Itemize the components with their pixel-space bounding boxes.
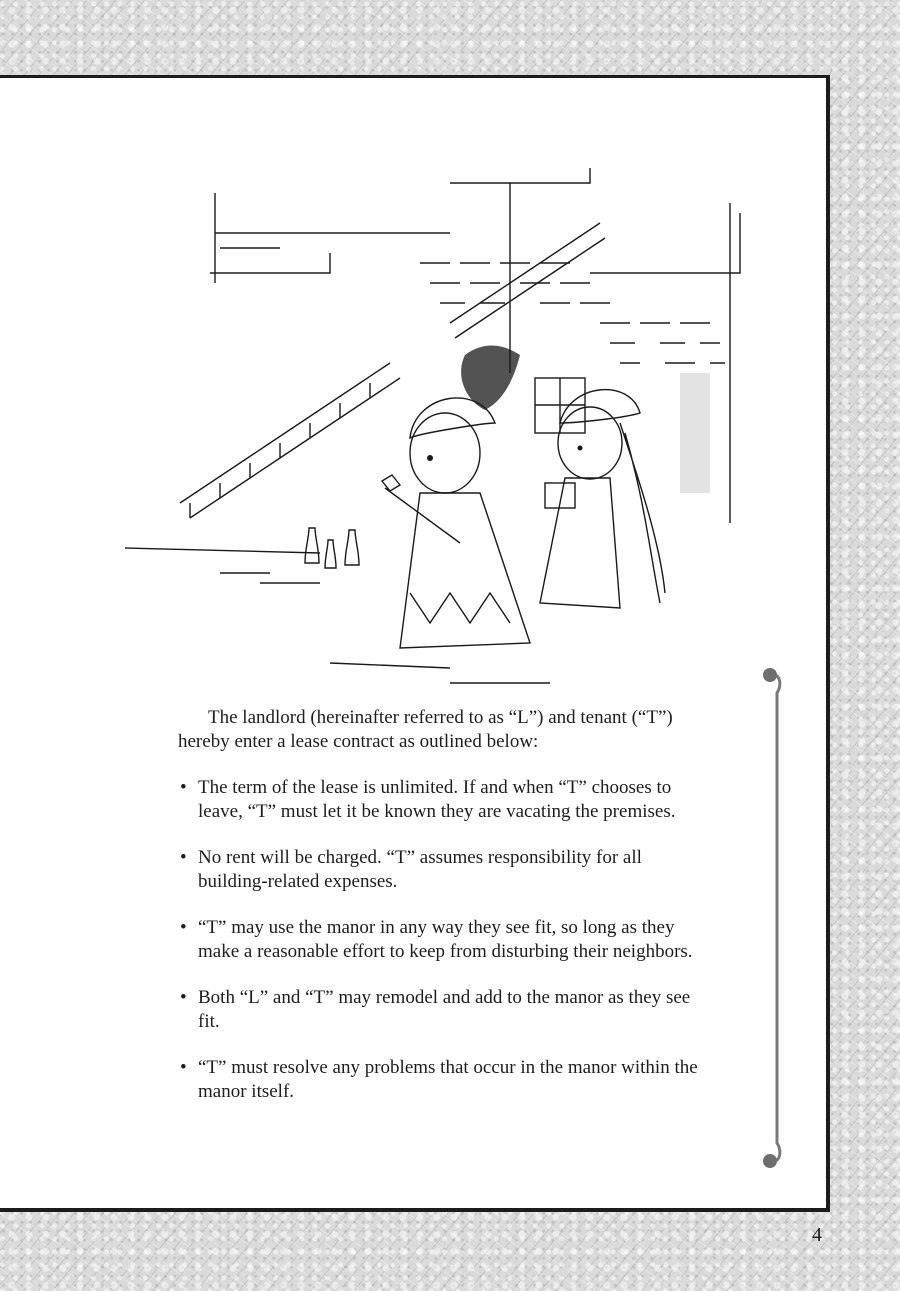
character-left-head <box>410 413 480 493</box>
lease-terms-list <box>178 776 698 1104</box>
lease-term-item: • “T” may use the manor in any way they see fit, so long as they make a reasonable effort to keep from disturbing their neighbors. <box>178 916 698 964</box>
lease-term-item: • Both “L” and “T” may remodel and add to the manor as they see fit. <box>178 986 698 1034</box>
lease-term-item: • No rent will be charged. “T” assumes responsibility for all building-related expenses. <box>178 846 698 894</box>
manga-illustration <box>120 123 780 698</box>
lease-term-item: • “T” must resolve any problems that occur in the manor within the manor itself. <box>178 1056 698 1104</box>
staircase <box>180 363 400 518</box>
lease-contract-text <box>178 706 698 1126</box>
ruined-wall-left <box>210 193 450 283</box>
page-number: 4 <box>812 1224 822 1246</box>
intro-paragraph: The landlord (hereinafter referred to as “L”) and tenant (“T”) hereby enter a lease contract as outlined below: <box>178 707 673 752</box>
upper-staircase <box>450 223 605 338</box>
character-right-hair <box>620 423 665 603</box>
character-left-body <box>400 493 530 648</box>
bottles <box>305 528 359 568</box>
page-panel <box>0 75 830 1212</box>
ground-shadow <box>125 548 550 683</box>
decorative-side-bracket <box>760 663 790 1173</box>
character-right-body <box>540 478 620 608</box>
character-right-hat <box>560 390 640 423</box>
lease-term-item: • The term of the lease is unlimited. If and when “T” chooses to leave, “T” must let it be known they are vacating the premises. <box>178 776 698 824</box>
